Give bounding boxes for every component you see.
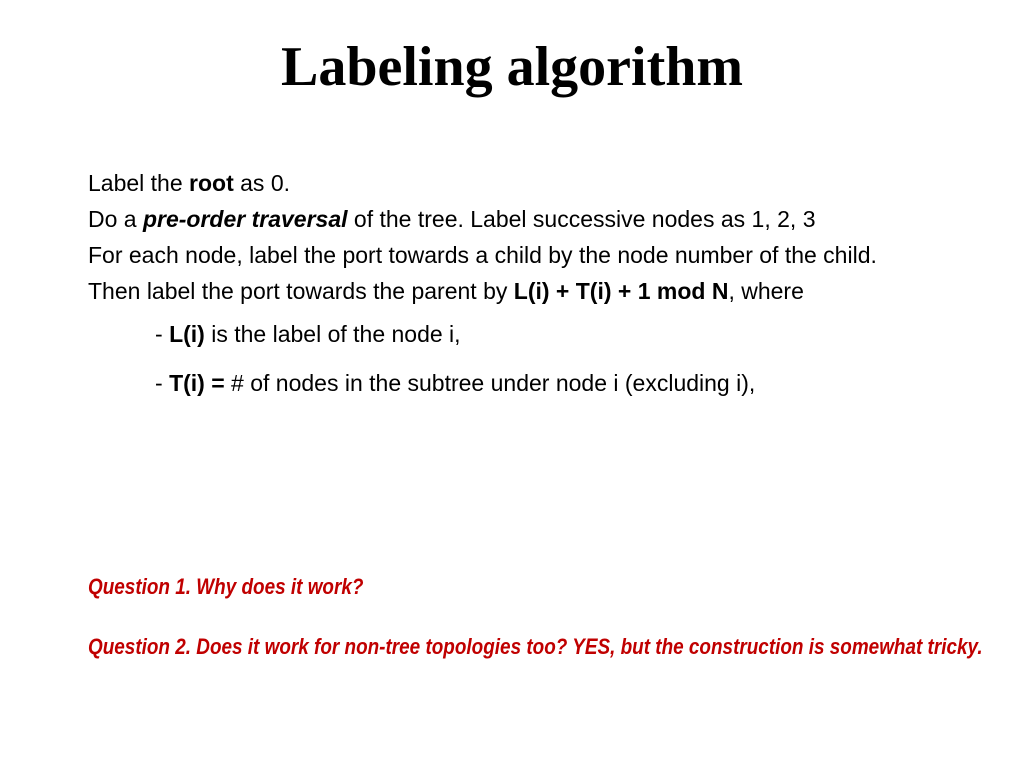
subitem-dash: -: [155, 321, 170, 347]
paragraph-text: as 0.: [233, 170, 291, 196]
paragraph-label-root: [88, 168, 918, 199]
paragraph-parent-port: [88, 276, 918, 307]
subitem-text: is the label of the node i,: [204, 321, 461, 347]
slide-body: [88, 168, 918, 399]
question-2: Question 2. Does it work for non-tree topologies too? YES, but the construction is somewhat tricky.: [88, 634, 983, 659]
paragraph-text: Do a: [88, 206, 143, 232]
paragraph-text: of the tree. Label successive nodes as 1, 2, 3: [347, 206, 816, 232]
slide-title: Labeling algorithm: [280, 36, 744, 98]
question-1: Question 1. Why does it work?: [88, 574, 364, 599]
questions-block: [88, 572, 983, 669]
paragraph-bold-term: root: [189, 170, 234, 196]
paragraph-text: Label the: [88, 170, 190, 196]
subitem-dash: -: [155, 370, 170, 396]
subitem-l-definition: [88, 319, 918, 350]
paragraph-preorder-traversal: [88, 204, 918, 235]
subitem-t-definition: [88, 368, 918, 399]
subitem-text: # of nodes in the subtree under node i (excluding i),: [231, 370, 756, 396]
paragraph-bold-italic-term: pre-order traversal: [142, 206, 348, 232]
paragraph-text: Then label the port towards the parent by: [88, 278, 514, 304]
paragraph-text: , where: [728, 278, 804, 304]
paragraph-text: For each node, label the port towards a child by the node number of the child.: [88, 242, 877, 268]
subitem-bold-term: T(i) =: [169, 370, 232, 396]
paragraph-formula: L(i) + T(i) + 1 mod N: [513, 278, 729, 304]
paragraph-child-port: [88, 240, 918, 271]
subitem-bold-term: L(i): [169, 321, 205, 347]
